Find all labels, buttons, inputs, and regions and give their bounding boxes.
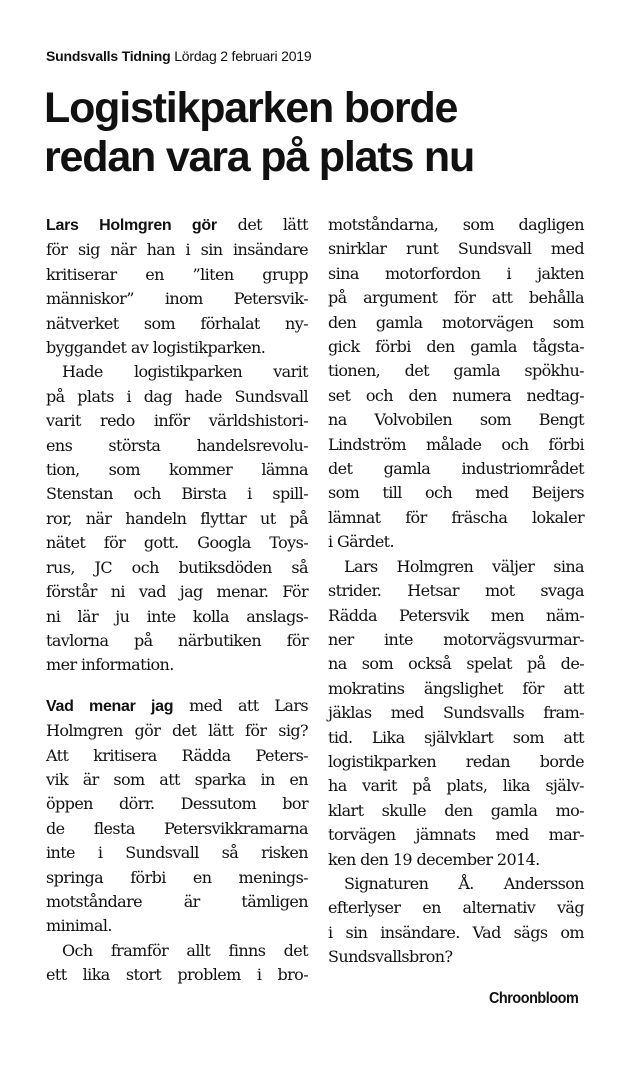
body-line: Signaturen Å. Andersson	[344, 873, 584, 893]
paragraph-lead-in: Lars Holmgren gör	[46, 217, 217, 234]
body-line: som till och med Beijers	[328, 483, 584, 503]
body-line: ett lika stort problem i bro-	[46, 965, 308, 985]
body-line: Och framför allt finns det	[62, 940, 308, 960]
body-line: öppen dörr. Dessutom bor	[46, 794, 308, 814]
body-line: ken den 19 december 2014.	[328, 849, 540, 869]
body-line: springa förbi en menings-	[46, 867, 308, 887]
body-line: logistikparken redan borde	[328, 751, 584, 771]
body-line: vik är som att sparka in en	[46, 769, 308, 789]
body-line: ha varit på plats, lika själv-	[328, 776, 584, 796]
body-line: snirklar runt Sundsvall med	[328, 239, 584, 259]
body-line: inte i Sundsvall så risken	[46, 843, 308, 863]
body-line: i Gärdet.	[328, 532, 394, 552]
body-line: mokratins ängslighet för att	[328, 678, 584, 698]
left-column	[46, 213, 308, 988]
body-line: det gamla industriområdet	[328, 459, 584, 479]
body-line: de flesta Petersvikkramarna	[46, 818, 308, 838]
body-line: kritiserar en ”liten grupp	[46, 264, 308, 284]
body-line: Sundsvallsbron?	[328, 947, 453, 967]
body-line: gick förbi den gamla tågsta-	[328, 337, 584, 357]
body-line: förstår ni vad jag menar. För	[46, 582, 308, 602]
body-line: tionen, det gamla spökhu-	[328, 361, 584, 381]
body-line: motståndare är tämligen	[46, 891, 308, 911]
author-signature: Chroonbloom	[488, 990, 578, 1007]
headline-line: redan vara på plats nu	[44, 133, 475, 181]
headline-line: Logistikparken borde	[44, 84, 458, 132]
body-line: ens största handelsrevolu-	[46, 435, 308, 455]
body-line: efterlyser en alternativ väg	[328, 898, 584, 918]
body-line: rus, JC och butiksdöden så	[46, 557, 308, 577]
body-line: Lindström målade och förbi	[328, 434, 584, 454]
body-line: Stenstan och Birsta i spill-	[46, 484, 308, 504]
body-line: ror, när handeln flyttar ut på	[46, 508, 308, 528]
right-column	[328, 213, 584, 970]
body-line	[46, 694, 308, 719]
body-line: tid. Lika självklart som att	[328, 727, 584, 747]
body-line: set och den numera nedtag-	[328, 385, 584, 405]
body-line: tion, som kommer lämna	[46, 460, 308, 480]
body-line: sina motorfordon i jakten	[328, 263, 584, 283]
body-line: minimal.	[46, 916, 112, 936]
body-line: Rädda Petersvik men näm-	[328, 605, 584, 625]
body-line: Lars Holmgren väljer sina	[344, 556, 584, 576]
body-line	[46, 213, 308, 238]
body-line: jäklas med Sundsvalls fram-	[328, 703, 584, 723]
paragraph-gap	[46, 678, 308, 694]
paragraph-lead-in: Vad menar jag	[46, 697, 174, 715]
body-line: nätverket som förhalat ny-	[46, 313, 308, 333]
body-line: människor” inom Petersvik-	[46, 289, 308, 309]
body-line: tavlorna på närbutiken för	[46, 630, 308, 650]
article-headline	[44, 84, 604, 182]
body-text: med att Lars	[189, 695, 308, 715]
body-line: strider. Hetsar mot svaga	[328, 581, 584, 601]
masthead	[46, 48, 311, 64]
body-line: lämnat för fräscha lokaler	[328, 507, 584, 527]
body-line: mer information.	[46, 655, 174, 675]
body-text: det lätt	[237, 215, 308, 234]
body-line: för sig när han i sin insändare	[46, 240, 308, 260]
body-line: byggandet av logistikparken.	[46, 338, 266, 358]
body-line: nätet för gott. Googla Toys-	[46, 533, 308, 553]
body-line: klart skulle den gamla mo-	[328, 800, 584, 820]
body-line: Holmgren gör det lätt för sig?	[46, 721, 308, 741]
body-line: på argument för att behålla	[328, 288, 584, 308]
newspaper-name: Sundsvalls Tidning	[46, 48, 171, 64]
body-line: na Volvobilen som Bengt	[328, 410, 584, 430]
body-line: Hade logistikparken varit	[62, 362, 308, 382]
body-line: varit redo inför världshistori-	[46, 411, 308, 431]
body-line: torvägen jämnats med mar-	[328, 825, 584, 845]
body-line: ner inte motorvägsvurmar-	[328, 629, 584, 649]
body-line: na som också spelat på de-	[328, 654, 584, 674]
body-line: på plats i dag hade Sundsvall	[46, 386, 308, 406]
body-line: den gamla motorvägen som	[328, 312, 584, 332]
body-line: i sin insändare. Vad sägs om	[328, 922, 584, 942]
body-line: motståndarna, som dagligen	[328, 215, 584, 234]
publication-date: Lördag 2 februari 2019	[174, 48, 312, 64]
body-line: ni lär ju inte kolla anslags-	[46, 606, 308, 626]
body-line: Att kritisera Rädda Peters-	[46, 745, 308, 765]
